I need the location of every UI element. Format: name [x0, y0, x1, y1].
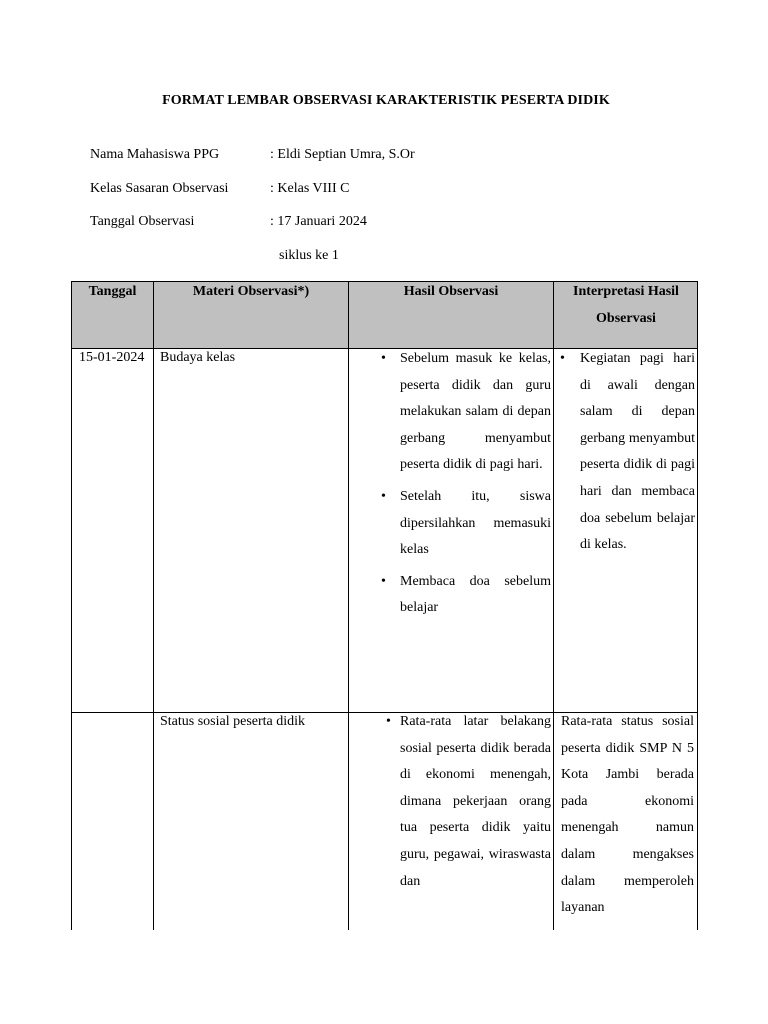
- row-1-date: 15-01-2024: [79, 350, 145, 365]
- class-value: : Kelas VIII C: [270, 181, 350, 196]
- row-1-interpretation-list: [556, 346, 695, 564]
- list-item: • Sebelum masuk ke kelas, peserta didik dan guru melakukan salam di depan gerbang menyambut peserta didik di pagi hari.: [376, 346, 551, 479]
- date-value: : 17 Januari 2024: [270, 214, 367, 229]
- row-2-topic: Status sosial peserta didik: [160, 714, 306, 729]
- date-label: Tanggal Observasi: [90, 214, 195, 229]
- row-1-observation-list: [376, 346, 551, 627]
- bullet-icon: •: [560, 351, 565, 366]
- row-2-interpretation: Rata-rata status sosial peserta didik SMP N 5 Kota Jambi berada pada ekonomi menengah namun dalam mengakses dalam memperoleh layanan: [561, 714, 694, 916]
- student-name-value: : Eldi Septian Umra, S.Or: [270, 147, 415, 162]
- list-item: • Membaca doa sebelum belajar: [376, 569, 551, 622]
- bullet-icon: •: [381, 573, 386, 589]
- bullet-icon: •: [386, 714, 391, 729]
- header-tanggal: Tanggal: [88, 284, 137, 299]
- list-item: • Setelah itu, siswa dipersilahkan memasuki kelas: [376, 484, 551, 564]
- header-materi: Materi Observasi*): [192, 284, 310, 299]
- list-item: • Rata-rata latar belakang sosial peserta didik berada di ekonomi menengah, dimana pekerjaan orang tua peserta didik yaitu guru, pegawai, wiraswasta dan: [376, 709, 551, 895]
- row-2-observation-list: [376, 709, 551, 930]
- class-label: Kelas Sasaran Observasi: [90, 181, 229, 196]
- page-title: FORMAT LEMBAR OBSERVASI KARAKTERISTIK PESERTA DIDIK: [162, 93, 610, 108]
- list-item: • Kegiatan pagi hari di awali dengan salam di depan gerbang menyambut peserta didik di pagi hari dan membaca doa sebelum belajar di kelas.: [556, 346, 695, 559]
- header-hasil: Hasil Observasi: [403, 284, 499, 299]
- cycle-label: siklus ke 1: [279, 248, 339, 263]
- header-interpretasi: Interpretasi Hasil Observasi: [573, 284, 679, 326]
- bullet-icon: •: [381, 351, 386, 366]
- row-1-topic: Budaya kelas: [160, 350, 236, 365]
- bullet-icon: •: [381, 488, 386, 504]
- student-name-label: Nama Mahasiswa PPG: [90, 147, 220, 162]
